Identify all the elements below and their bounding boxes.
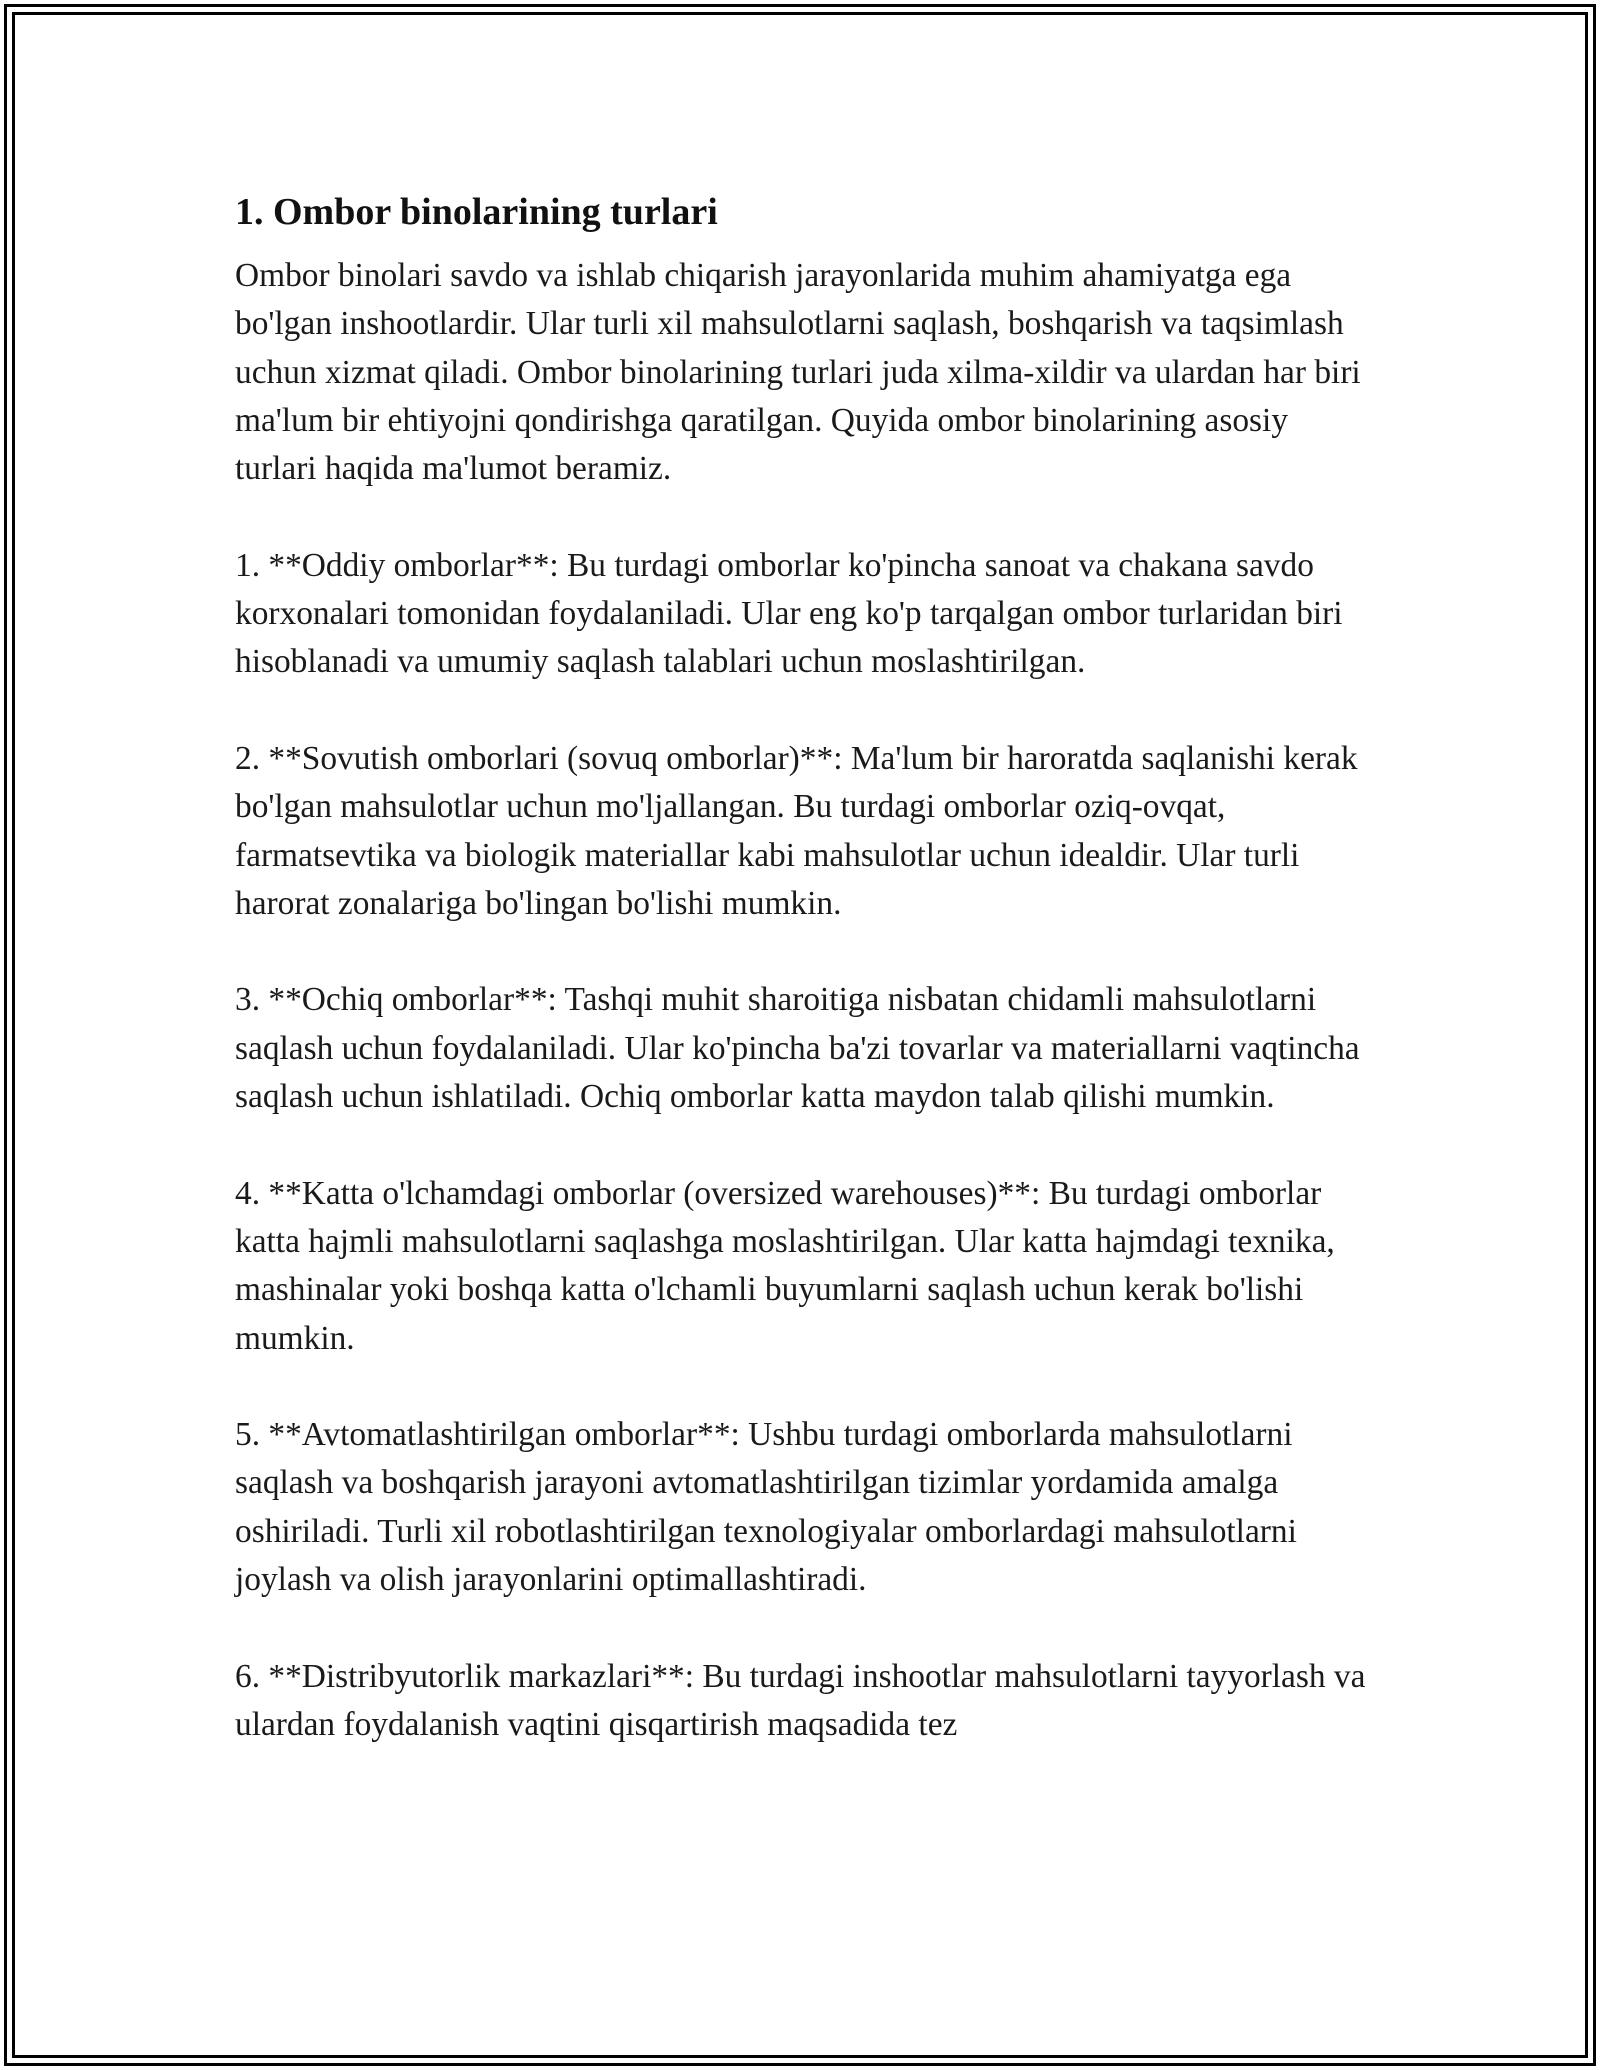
list-item-avtomatlashtirilgan-omborlar: 5. **Avtomatlashtirilgan omborlar**: Ushbu turdagi omborlarda mahsulotlarni saqlash va boshqarish jarayoni avtomatlashtirilgan tizimlar yordamida amalga oshiriladi. Turli xil robotlashtirilgan texnologiyalar omborlardagi mahsulotlarni joylash va olish jarayonlarini optimallashtiradi. <box>235 1416 1297 1599</box>
list-item-katta-omborlar: 4. **Katta o'lchamdagi omborlar (oversized warehouses)**: Bu turdagi omborlar katta hajmli mahsulotlarni saqlashga moslashtirilgan. Ular katta hajmdagi texnika, mashinalar yoki boshqa katta o'lchamli buyumlarni saqlash uchun kerak bo'lishi mumkin. <box>235 1174 1335 1357</box>
list-item-oddiy-omborlar: 1. **Oddiy omborlar**: Bu turdagi omborlar ko'pincha sanoat va chakana savdo korxonalari tomonidan foydalaniladi. Ular eng ko'p tarqalgan ombor turlaridan biri hisoblanadi va umumiy saqlash talablari uchun moslashtirilgan. <box>235 546 1343 681</box>
document-body <box>235 188 1375 1798</box>
list-item-ochiq-omborlar: 3. **Ochiq omborlar**: Tashqi muhit sharoitiga nisbatan chidamli mahsulotlarni saqlash uchun foydalaniladi. Ular ko'pincha ba'zi tovarlar va materiallarni vaqtincha saqlash uchun ishlatiladi. Ochiq omborlar katta maydon talab qilishi mumkin. <box>235 981 1360 1116</box>
intro-paragraph: Ombor binolari savdo va ishlab chiqarish jarayonlarida muhim ahamiyatga ega bo'lgan inshootlardir. Ular turli xil mahsulotlarni saqlash, boshqarish va taqsimlash uchun xizmat qiladi. Ombor binolarining turlari juda xilma-xildir va ulardan har biri ma'lum bir ehtiyojni qondirishga qaratilgan. Quyida ombor binolarining asosiy turlari haqida ma'lumot beramiz. <box>235 257 1361 488</box>
list-item-sovutish-omborlari: 2. **Sovutish omborlari (sovuq omborlar)**: Ma'lum bir haroratda saqlanishi kerak bo'lgan mahsulotlar uchun mo'ljallangan. Bu turdagi omborlar oziq-ovqat, farmatsevtika va biologik materiallar kabi mahsulotlar uchun idealdir. Ular turli harorat zonalariga bo'lingan bo'lishi mumkin. <box>235 739 1358 922</box>
list-item-distribyutorlik-markazlari: 6. **Distribyutorlik markazlari**: Bu turdagi inshootlar mahsulotlarni tayyorlash va ulardan foydalanish vaqtini qisqartirish maqsadida tez <box>235 1657 1366 1743</box>
section-heading: 1. Ombor binolarining turlari <box>235 191 718 233</box>
